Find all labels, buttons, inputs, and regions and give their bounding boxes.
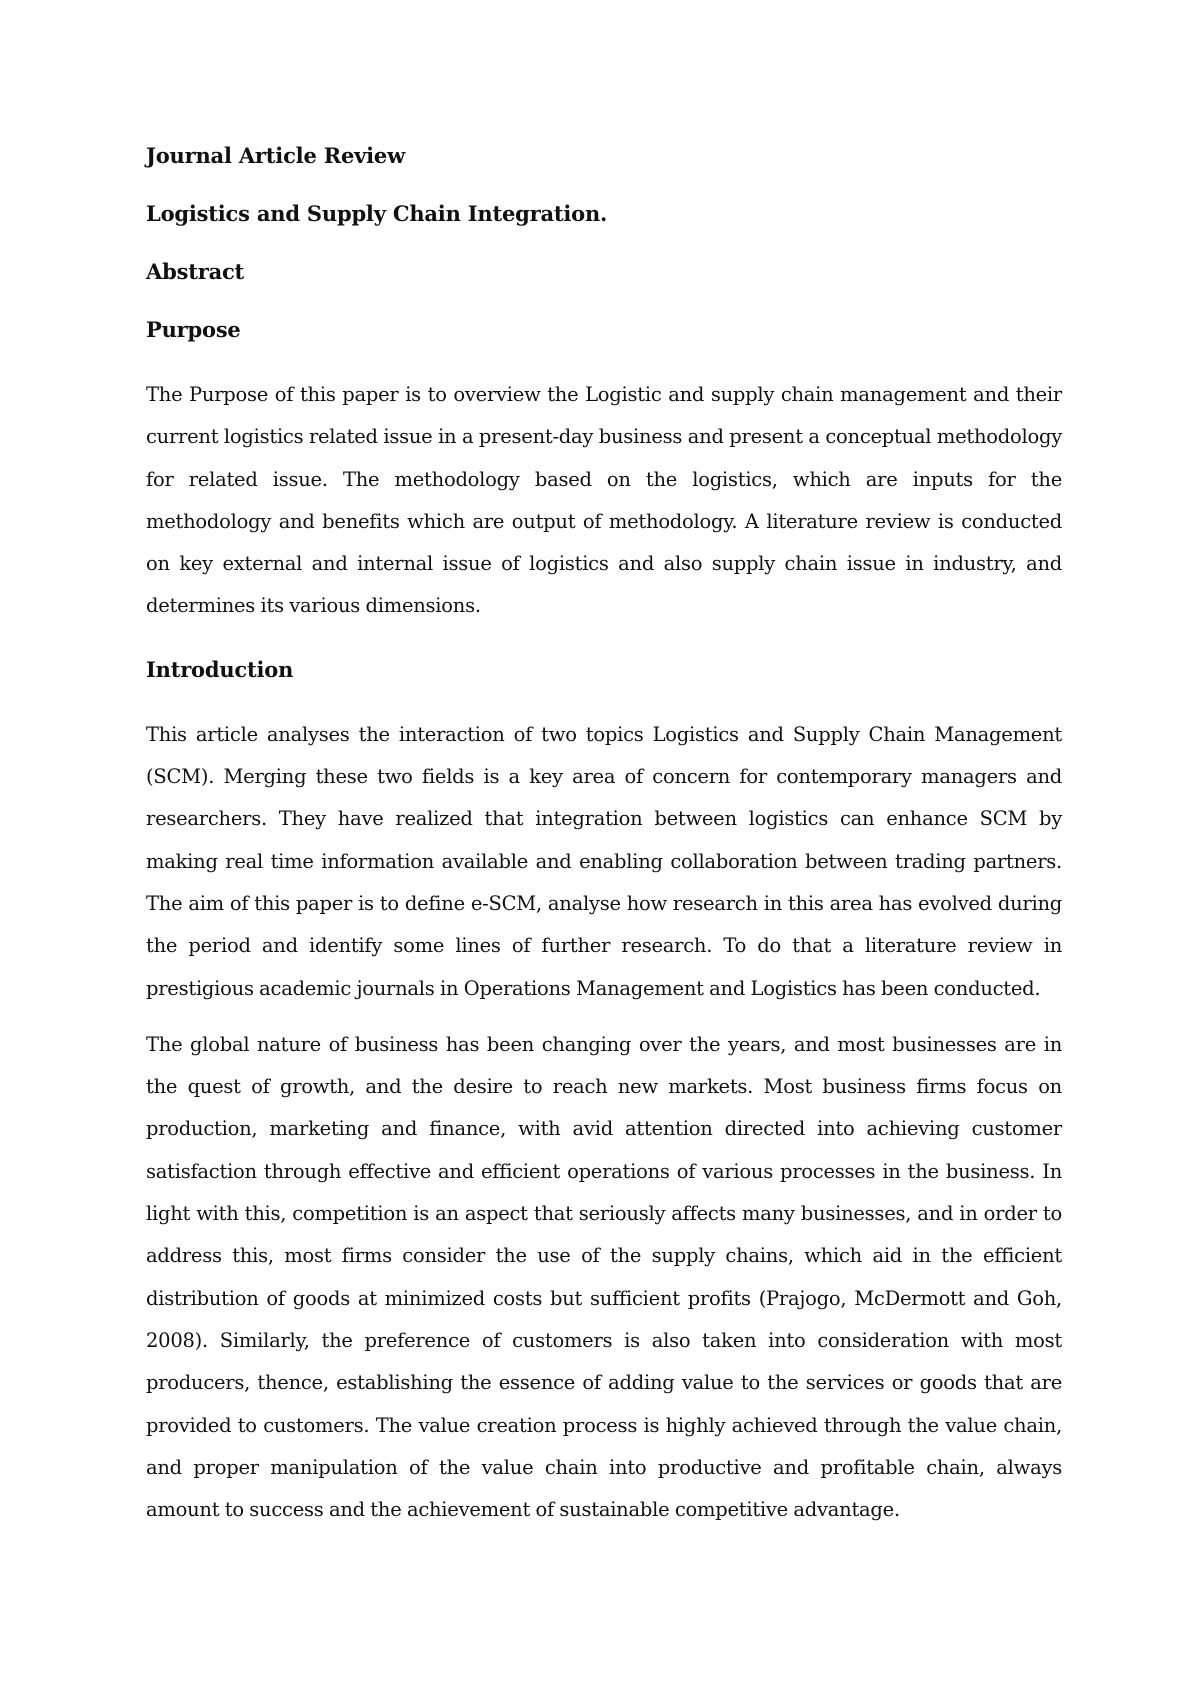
document-body <box>146 142 1062 1559</box>
abstract-heading: Abstract <box>146 259 245 284</box>
introduction-paragraph-1: This article analyses the interaction of two topics Logistics and Supply Chain Management (SCM). Merging these two fields is a key area of concern for contemporary managers and researchers. They have realized that integration between logistics can enhance SCM by making real time information available and enabling collaboration between trading partners. The aim of this paper is to define e-SCM, analyse how research in this area has evolved during the period and identify some lines of further research. To do that a literature review in prestigious academic journals in Operations Management and Logistics has been conducted. <box>146 722 1062 1000</box>
introduction-heading: Introduction <box>146 656 294 682</box>
purpose-paragraph: The Purpose of this paper is to overview the Logistic and supply chain management and their current logistics related issue in a present-day business and present a conceptual methodology for related issue. The methodology based on the logistics, which are inputs for the methodology and benefits which are output of methodology. A literature review is conducted on key external and internal issue of logistics and also supply chain issue in industry, and determines its various dimensions. <box>146 383 1062 618</box>
purpose-heading: Purpose <box>146 317 241 342</box>
document-subtitle: Logistics and Supply Chain Integration. <box>146 201 608 226</box>
document-title: Journal Article Review <box>146 143 405 168</box>
introduction-paragraph-2: The global nature of business has been changing over the years, and most businesses are in the quest of growth, and the desire to reach new markets. Most business firms focus on production, marketing and finance, with avid attention directed into achieving customer satisfaction through effective and efficient operations of various processes in the business. In light with this, competition is an aspect that seriously affects many businesses, and in order to address this, most firms consider the use of the supply chains, which aid in the efficient distribution of goods at minimized costs but sufficient profits (Prajogo, McDermott and Goh, 2008). Similarly, the preference of customers is also taken into consideration with most producers, thence, establishing the essence of adding value to the services or goods that are provided to customers. The value creation process is highly achieved through the value chain, and proper manipulation of the value chain into productive and profitable chain, always amount to success and the achievement of sustainable competitive advantage. <box>146 1032 1062 1522</box>
